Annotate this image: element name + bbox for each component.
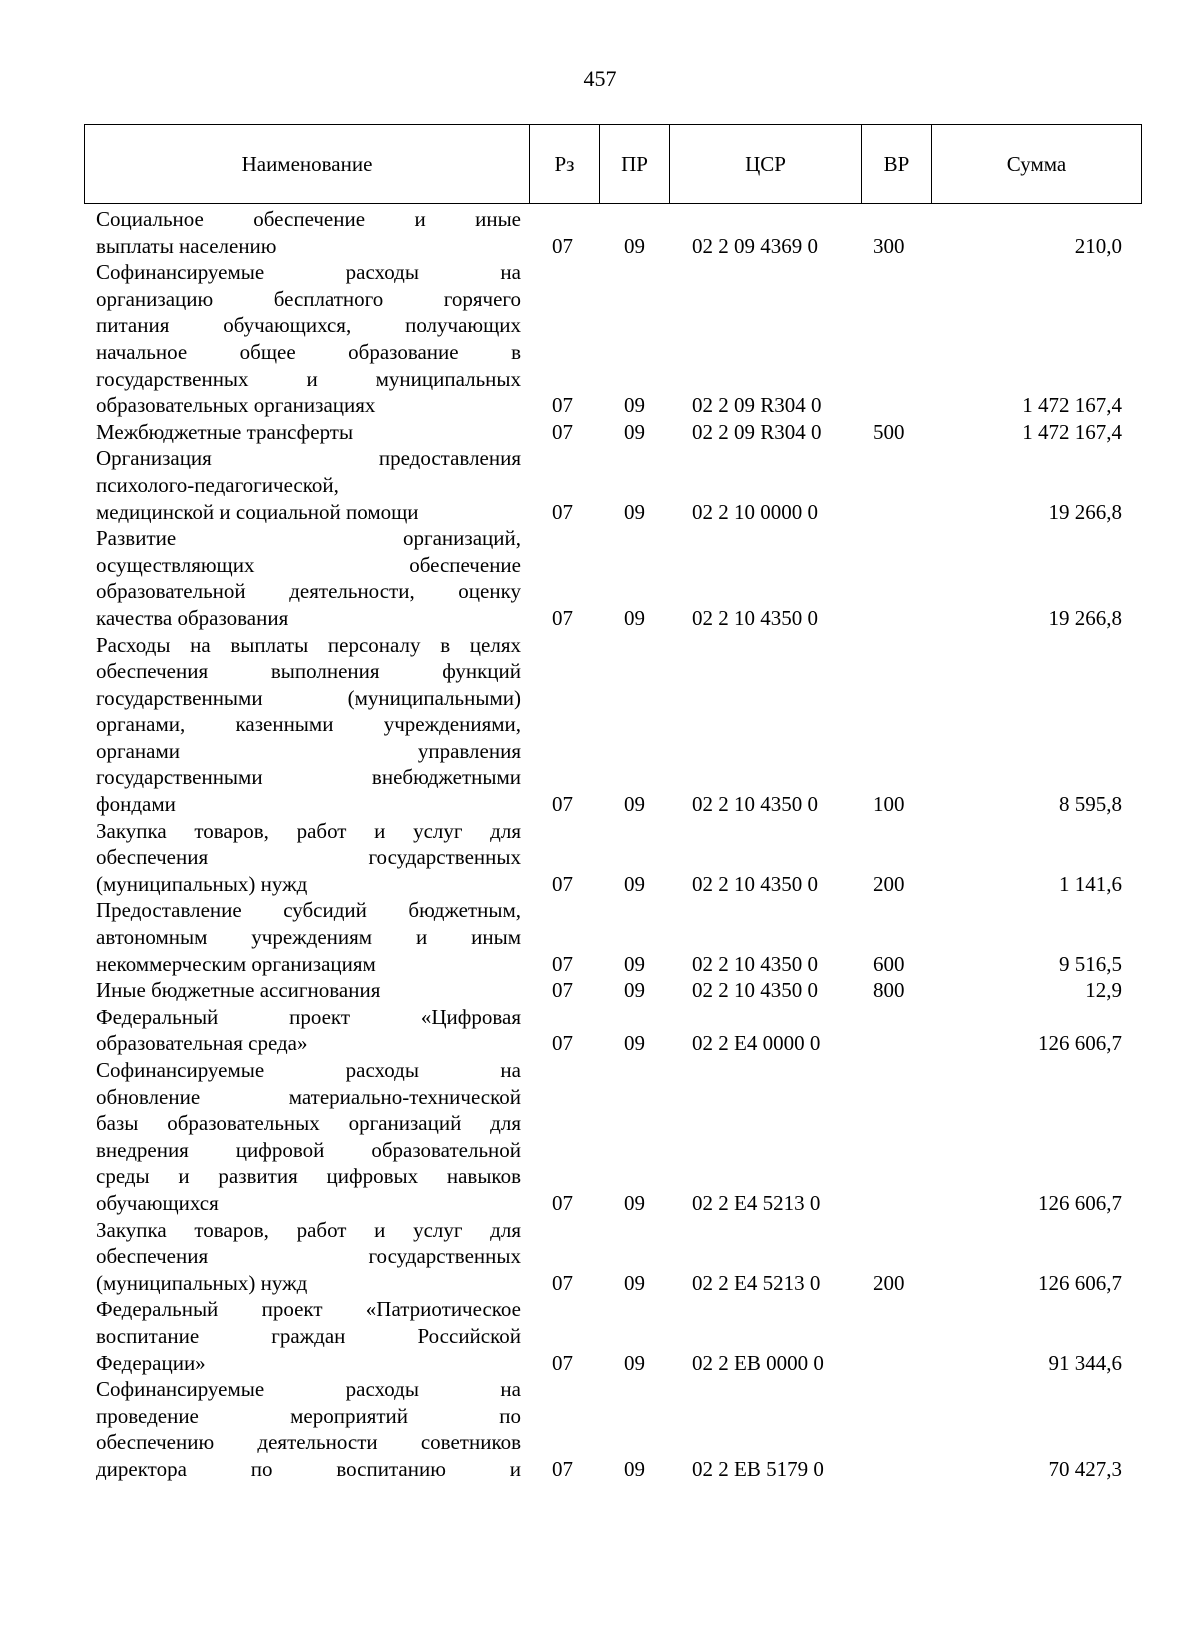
row-name-line: обеспечения государственных <box>96 1244 521 1269</box>
row-sum: 19 266,8 <box>1048 605 1122 630</box>
row-rz: 07 <box>552 605 573 630</box>
row-name-line: психолого-педагогической, <box>96 472 339 497</box>
table-row <box>0 1296 1200 1376</box>
row-pr: 09 <box>624 499 645 524</box>
row-pr: 09 <box>624 1270 645 1295</box>
row-rz: 07 <box>552 499 573 524</box>
row-name-line: Федеральный проект «Патриотическое <box>96 1297 521 1322</box>
row-name-line: среды и развития цифровых навыков <box>96 1164 521 1189</box>
row-name <box>96 1296 521 1376</box>
row-name-line: медицинской и социальной помощи <box>96 499 419 524</box>
row-name-line: государственными (муниципальными) <box>96 685 521 710</box>
row-sum: 8 595,8 <box>1059 792 1122 817</box>
row-sum: 12,9 <box>1085 978 1122 1003</box>
row-csr: 02 2 10 0000 0 <box>692 499 818 524</box>
row-name-line: Федерации» <box>96 1350 206 1375</box>
row-sum: 19 266,8 <box>1048 499 1122 524</box>
row-name-line: государственных и муниципальных <box>96 366 521 391</box>
row-name-line: органами управления <box>96 738 521 763</box>
row-name-line: государственными внебюджетными <box>96 765 521 790</box>
header-vr: ВР <box>862 125 932 203</box>
row-name <box>96 206 521 259</box>
row-name-line: выплаты населению <box>96 233 277 258</box>
header-name: Наименование <box>85 125 530 203</box>
row-pr: 09 <box>624 951 645 976</box>
row-name <box>96 445 521 525</box>
row-name <box>96 632 521 818</box>
row-vr: 300 <box>873 233 905 258</box>
row-name-line: Закупка товаров, работ и услуг для <box>96 1217 521 1242</box>
row-rz: 07 <box>552 233 573 258</box>
row-rz: 07 <box>552 1031 573 1056</box>
row-name-line: Иные бюджетные ассигнования <box>96 978 381 1003</box>
row-name-line: обеспечения выполнения функций <box>96 659 521 684</box>
row-sum: 9 516,5 <box>1059 951 1122 976</box>
row-pr: 09 <box>624 978 645 1003</box>
row-pr: 09 <box>624 419 645 444</box>
table-row <box>0 977 1200 1004</box>
row-name <box>96 1057 521 1217</box>
row-name-line: качества образования <box>96 605 289 630</box>
row-name <box>96 259 521 419</box>
row-sum: 1 472 167,4 <box>1022 393 1122 418</box>
row-pr: 09 <box>624 393 645 418</box>
row-sum: 126 606,7 <box>1038 1190 1122 1215</box>
row-csr: 02 2 10 4350 0 <box>692 871 818 896</box>
row-name <box>96 897 521 977</box>
table-row <box>0 1376 1200 1482</box>
row-name-line: некоммерческим организациям <box>96 951 376 976</box>
table-row <box>0 206 1200 259</box>
row-sum: 126 606,7 <box>1038 1270 1122 1295</box>
row-sum: 70 427,3 <box>1048 1456 1122 1481</box>
row-sum: 1 141,6 <box>1059 871 1122 896</box>
row-name-line: питания обучающихся, получающих <box>96 313 521 338</box>
row-sum: 1 472 167,4 <box>1022 419 1122 444</box>
row-pr: 09 <box>624 1031 645 1056</box>
row-sum: 91 344,6 <box>1048 1350 1122 1375</box>
row-name-line: Софинансируемые расходы на <box>96 1058 521 1082</box>
row-name <box>96 818 521 898</box>
row-vr: 500 <box>873 419 905 444</box>
row-name-line: Межбюджетные трансферты <box>96 419 354 444</box>
row-name-line: обновление материально-технической <box>96 1084 521 1109</box>
row-csr: 02 2 EB 5179 0 <box>692 1456 824 1481</box>
row-pr: 09 <box>624 871 645 896</box>
table-row <box>0 525 1200 631</box>
row-name-line: автономным учреждениям и иным <box>96 925 521 950</box>
row-vr: 200 <box>873 1270 905 1295</box>
row-name-line: организацию бесплатного горячего <box>96 286 521 311</box>
row-sum: 126 606,7 <box>1038 1031 1122 1056</box>
row-name <box>96 525 521 631</box>
header-csr: ЦСР <box>670 125 862 203</box>
row-name <box>96 1217 521 1297</box>
row-name <box>96 977 521 1004</box>
row-name-line: Федеральный проект «Цифровая <box>96 1004 521 1029</box>
row-name <box>96 1004 521 1057</box>
row-name-line: (муниципальных) нужд <box>96 1270 308 1295</box>
row-rz: 07 <box>552 1350 573 1375</box>
row-name-line: проведение мероприятий по <box>96 1403 521 1428</box>
table-row <box>0 445 1200 525</box>
row-name-line: обеспечению деятельности советников <box>96 1430 521 1455</box>
row-csr: 02 2 10 4350 0 <box>692 978 818 1003</box>
row-name-line: Закупка товаров, работ и услуг для <box>96 818 521 843</box>
row-name-line: (муниципальных) нужд <box>96 871 308 896</box>
row-vr: 200 <box>873 871 905 896</box>
table-row <box>0 1004 1200 1057</box>
row-name-line: внедрения цифровой образовательной <box>96 1137 521 1162</box>
row-csr: 02 2 09 R304 0 <box>692 419 822 444</box>
row-name <box>96 1376 521 1482</box>
row-rz: 07 <box>552 978 573 1003</box>
row-name <box>96 419 521 446</box>
row-name-line: образовательной деятельности, оценку <box>96 579 521 604</box>
row-csr: 02 2 10 4350 0 <box>692 951 818 976</box>
row-pr: 09 <box>624 1456 645 1481</box>
header-pr: ПР <box>600 125 670 203</box>
row-name-line: директора по воспитанию и <box>96 1456 521 1481</box>
row-csr: 02 2 09 4369 0 <box>692 233 818 258</box>
row-name-line: Софинансируемые расходы на <box>96 260 521 285</box>
row-csr: 02 2 EB 0000 0 <box>692 1350 824 1375</box>
table-row <box>0 818 1200 898</box>
row-rz: 07 <box>552 1456 573 1481</box>
row-csr: 02 2 10 4350 0 <box>692 605 818 630</box>
row-sum: 210,0 <box>1074 233 1122 258</box>
row-rz: 07 <box>552 951 573 976</box>
row-csr: 02 2 E4 0000 0 <box>692 1031 821 1056</box>
row-rz: 07 <box>552 871 573 896</box>
row-pr: 09 <box>624 1350 645 1375</box>
row-name-line: Предоставление субсидий бюджетным, <box>96 898 521 923</box>
row-pr: 09 <box>624 792 645 817</box>
row-vr: 600 <box>873 951 905 976</box>
row-name-line: начальное общее образование в <box>96 339 521 364</box>
row-rz: 07 <box>552 792 573 817</box>
page-number: 457 <box>583 66 617 91</box>
row-rz: 07 <box>552 419 573 444</box>
row-rz: 07 <box>552 1270 573 1295</box>
table-row <box>0 259 1200 419</box>
row-vr: 100 <box>873 792 905 817</box>
table-row <box>0 632 1200 818</box>
row-name-line: воспитание граждан Российской <box>96 1323 521 1348</box>
table-row <box>0 897 1200 977</box>
header-rz: Рз <box>530 125 600 203</box>
row-name-line: Расходы на выплаты персоналу в целях <box>96 632 521 657</box>
row-name-line: базы образовательных организаций для <box>96 1111 521 1136</box>
table-row <box>0 1057 1200 1217</box>
row-name-line: образовательная среда» <box>96 1031 308 1056</box>
row-pr: 09 <box>624 605 645 630</box>
row-csr: 02 2 E4 5213 0 <box>692 1270 821 1295</box>
table-row <box>0 419 1200 446</box>
row-rz: 07 <box>552 1190 573 1215</box>
row-name-line: осуществляющих обеспечение <box>96 552 521 577</box>
row-csr: 02 2 09 R304 0 <box>692 393 822 418</box>
row-name-line: Развитие организаций, <box>96 526 521 551</box>
row-name-line: фондами <box>96 792 176 817</box>
row-name-line: Софинансируемые расходы на <box>96 1377 521 1402</box>
row-vr: 800 <box>873 978 905 1003</box>
row-csr: 02 2 E4 5213 0 <box>692 1190 821 1215</box>
row-csr: 02 2 10 4350 0 <box>692 792 818 817</box>
row-name-line: Организация предоставления <box>96 446 521 471</box>
table-body <box>0 206 1200 1483</box>
row-name-line: обеспечения государственных <box>96 845 521 870</box>
row-name-line: обучающихся <box>96 1190 219 1215</box>
table-row <box>0 1217 1200 1297</box>
row-pr: 09 <box>624 233 645 258</box>
row-rz: 07 <box>552 393 573 418</box>
row-pr: 09 <box>624 1190 645 1215</box>
row-name-line: органами, казенными учреждениями, <box>96 712 521 737</box>
row-name-line: Социальное обеспечение и иные <box>96 207 521 231</box>
row-name-line: образовательных организациях <box>96 393 376 418</box>
header-sum: Сумма <box>1006 151 1067 176</box>
table-header <box>84 124 1142 204</box>
